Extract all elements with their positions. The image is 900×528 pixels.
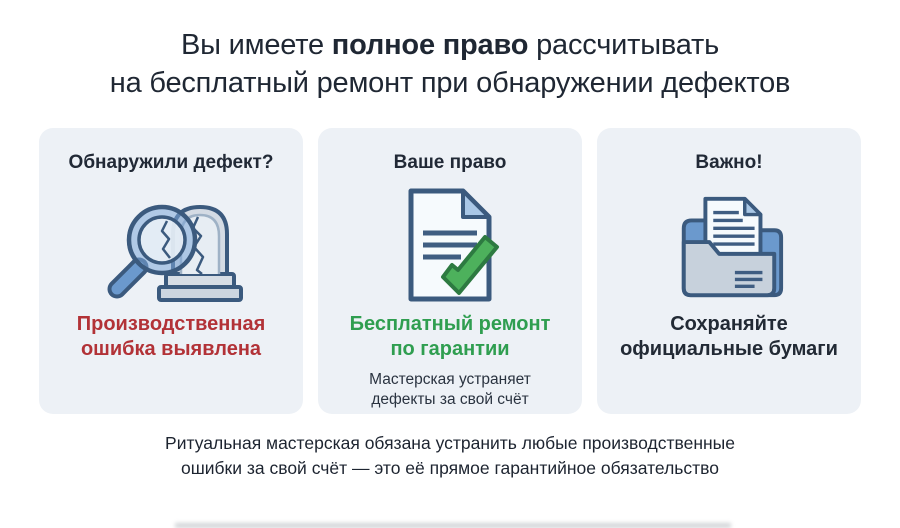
footer-line1: Ритуальная мастерская обязана устранить любые производственные — [165, 432, 735, 453]
magnifier-cracked-tombstone-icon — [39, 182, 303, 310]
card-defect-title: Обнаружили дефект? — [68, 151, 274, 173]
page-title-bold: полное право — [331, 29, 529, 61]
page-title-line1: Вы имеете полное право рассчитывать — [180, 29, 720, 61]
card-right-title: Ваше право — [393, 151, 507, 173]
card-important-title: Важно! — [695, 151, 763, 173]
card-your-right — [318, 128, 582, 414]
info-cards-row — [39, 128, 861, 414]
document-check-icon — [318, 182, 582, 310]
footer-line2: ошибки за свой счёт — это её прямое гарантийное обязательство — [180, 457, 719, 478]
card-defect-highlight: Производственная ошибка выявлена — [76, 312, 266, 360]
card-right-highlight: Бесплатный ремонт по гарантии — [349, 312, 551, 360]
page-title-line2: на бесплатный ремонт при обнаружении дефектов — [109, 67, 791, 100]
card-important-highlight: Сохраняйте официальные бумаги — [620, 312, 838, 360]
page-title — [0, 26, 900, 103]
folder-documents-icon — [597, 182, 861, 310]
card-defect-found — [39, 128, 303, 414]
cropped-bottom-bar — [175, 523, 731, 528]
footer-note — [0, 431, 900, 482]
card-important — [597, 128, 861, 414]
card-right-subtext: Мастерская устраняет дефекты за свой счёт — [369, 370, 531, 408]
